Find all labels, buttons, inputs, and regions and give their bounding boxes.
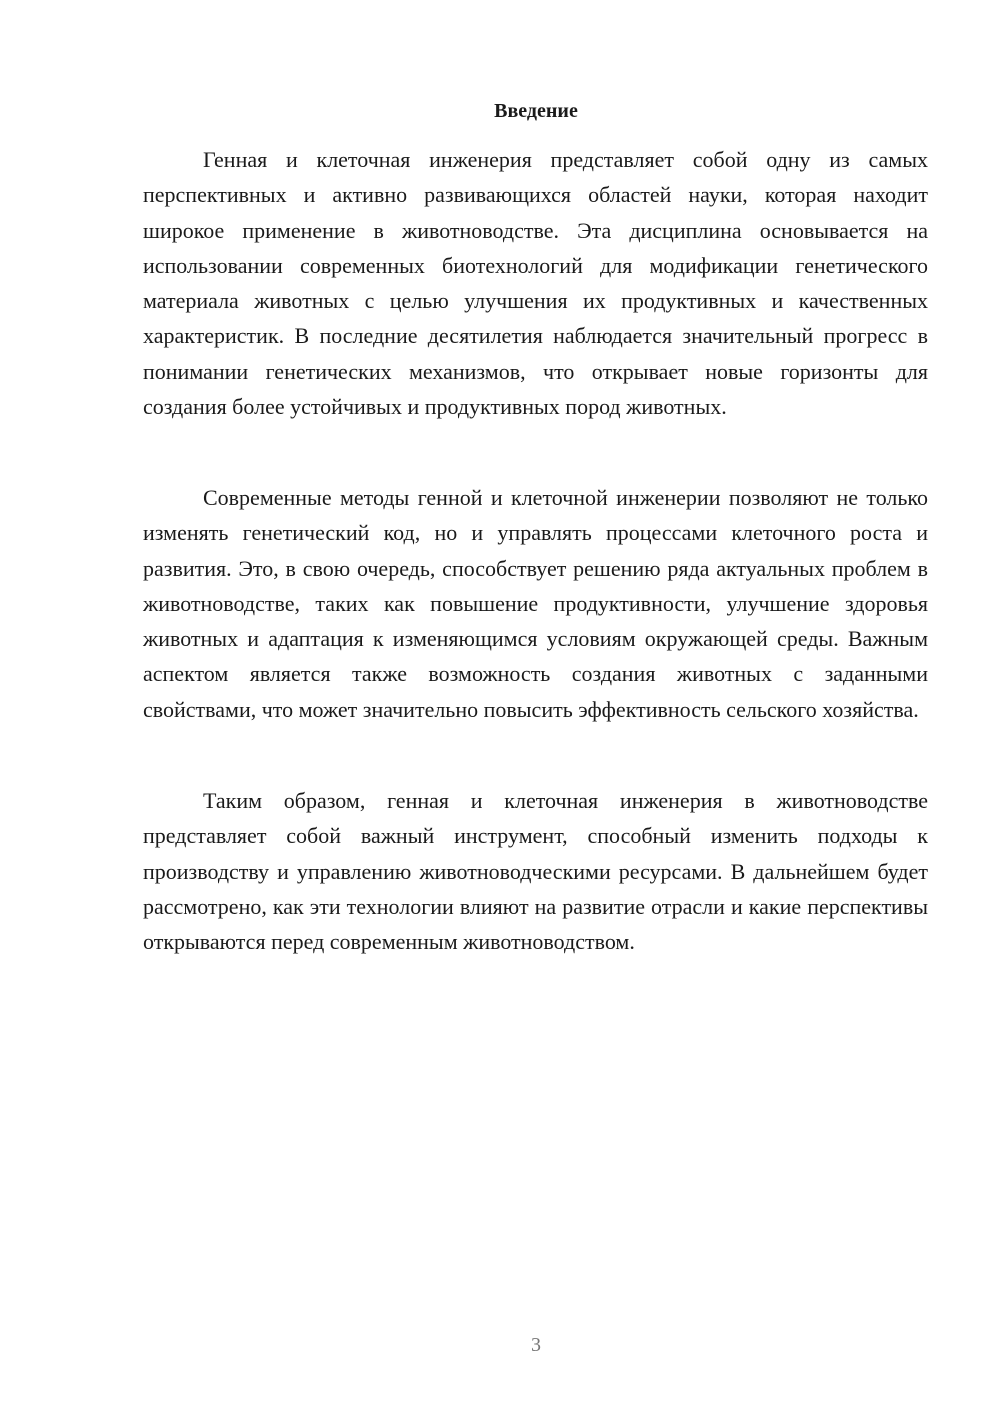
paragraph-1: Генная и клеточная инженерия представляет собой одну из самых перспективных и активно развивающихся областей науки, которая находит широкое применение в животноводстве. Эта дисциплина основывается на использовании современных биотехнологий для модификации генетического материала животных с целью улучшения их продуктивных и качественных характеристик. В последние десятилетия наблюдается значительный прогресс в понимании генетических механизмов, что открывает новые горизонты для создания более устойчивых и продуктивных пород животных.: [143, 147, 928, 420]
page-title: Введение: [494, 100, 578, 122]
page-number: 3: [531, 1334, 541, 1356]
paragraph-3: Таким образом, генная и клеточная инженерия в животноводстве представляет собой важный инструмент, способный изменить подходы к производству и управлению животноводческими ресурсами. В дальнейшем будет рассмотрено, как эти технологии влияют на развитие отрасли и какие перспективы открываются перед современным животноводством.: [143, 788, 928, 955]
paragraph-2: Современные методы генной и клеточной инженерии позволяют не только изменять генетический код, но и управлять процессами клеточного роста и развития. Это, в свою очередь, способствует решению ряда актуальных проблем в животноводстве, таких как повышение продуктивности, улучшение здоровья животных и адаптация к изменяющимся условиям окружающей среды. Важным аспектом является также возможность создания животных с заданными свойствами, что может значительно повысить эффективность сельского хозяйства.: [143, 485, 928, 722]
